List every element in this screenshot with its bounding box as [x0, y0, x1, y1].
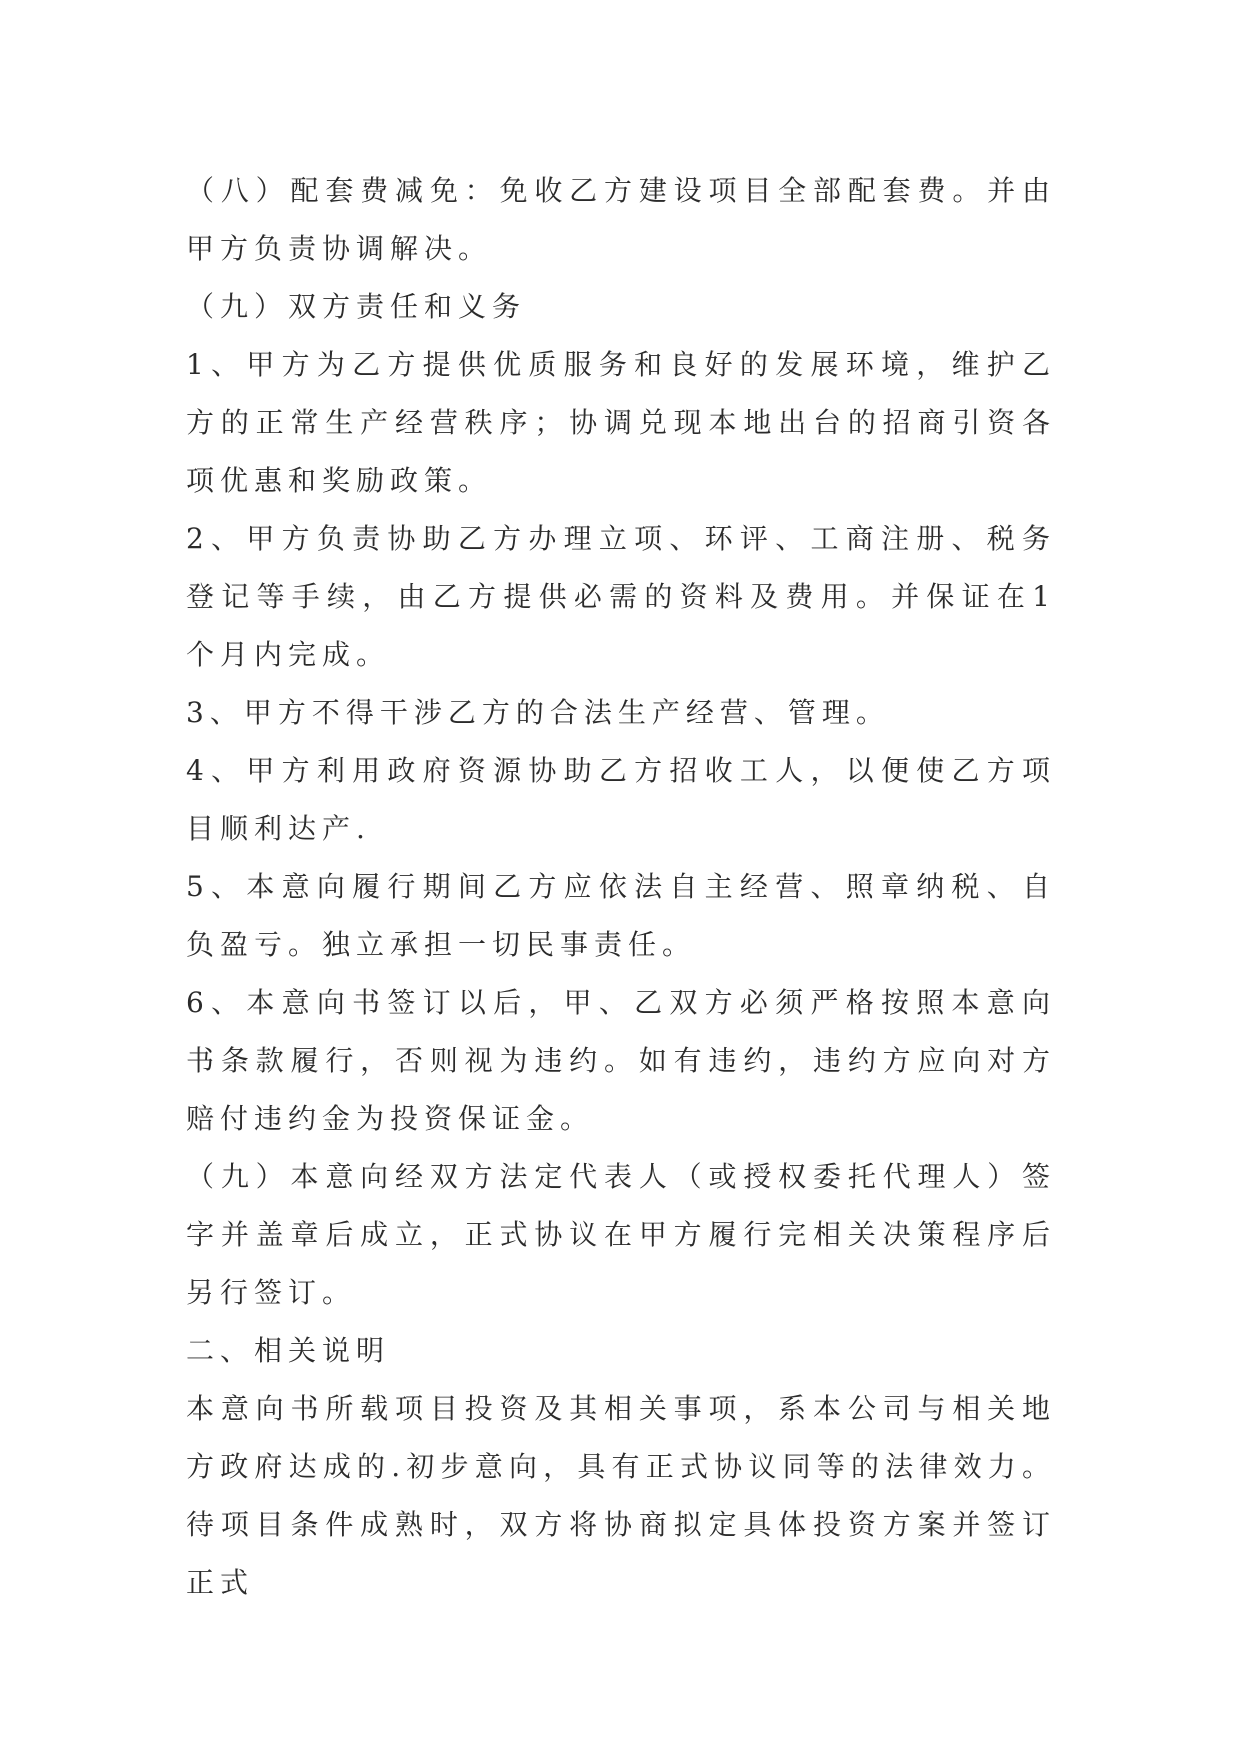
clause-4: 4、甲方利用政府资源协助乙方招收工人，以便使乙方项目顺利达产.	[186, 754, 1056, 845]
document-body	[186, 162, 1056, 1612]
paragraph-fee-waiver: （八）配套费减免：免收乙方建设项目全部配套费。并由甲方负责协调解决。	[186, 174, 1056, 265]
clause-5: 5、本意向履行期间乙方应依法自主经营、照章纳税、自负盈亏。独立承担一切民事责任。	[186, 870, 1056, 961]
paragraph-notes: 本意向书所载项目投资及其相关事项，系本公司与相关地方政府达成的.初步意向，具有正式协议同等的法律效力。待项目条件成熟时，双方将协商拟定具体投资方案并签订正式	[186, 1392, 1056, 1599]
clause-3: 3、甲方不得干涉乙方的合法生产经营、管理。	[186, 696, 890, 729]
clause-2: 2、甲方负责协助乙方办理立项、环评、工商注册、税务登记等手续，由乙方提供必需的资料及费用。并保证在1个月内完成。	[186, 522, 1056, 671]
paragraph-effectiveness: （九）本意向经双方法定代表人（或授权委托代理人）签字并盖章后成立，正式协议在甲方履行完相关决策程序后另行签订。	[186, 1160, 1056, 1309]
clause-6: 6、本意向书签订以后，甲、乙双方必须严格按照本意向书条款履行，否则视为违约。如有违约，违约方应向对方赔付违约金为投资保证金。	[186, 986, 1056, 1135]
clause-1: 1、甲方为乙方提供优质服务和良好的发展环境，维护乙方的正常生产经营秩序；协调兑现本地出台的招商引资各项优惠和奖励政策。	[186, 348, 1056, 497]
section-heading-notes: 二、相关说明	[186, 1334, 391, 1367]
heading-responsibilities: （九）双方责任和义务	[186, 290, 527, 323]
